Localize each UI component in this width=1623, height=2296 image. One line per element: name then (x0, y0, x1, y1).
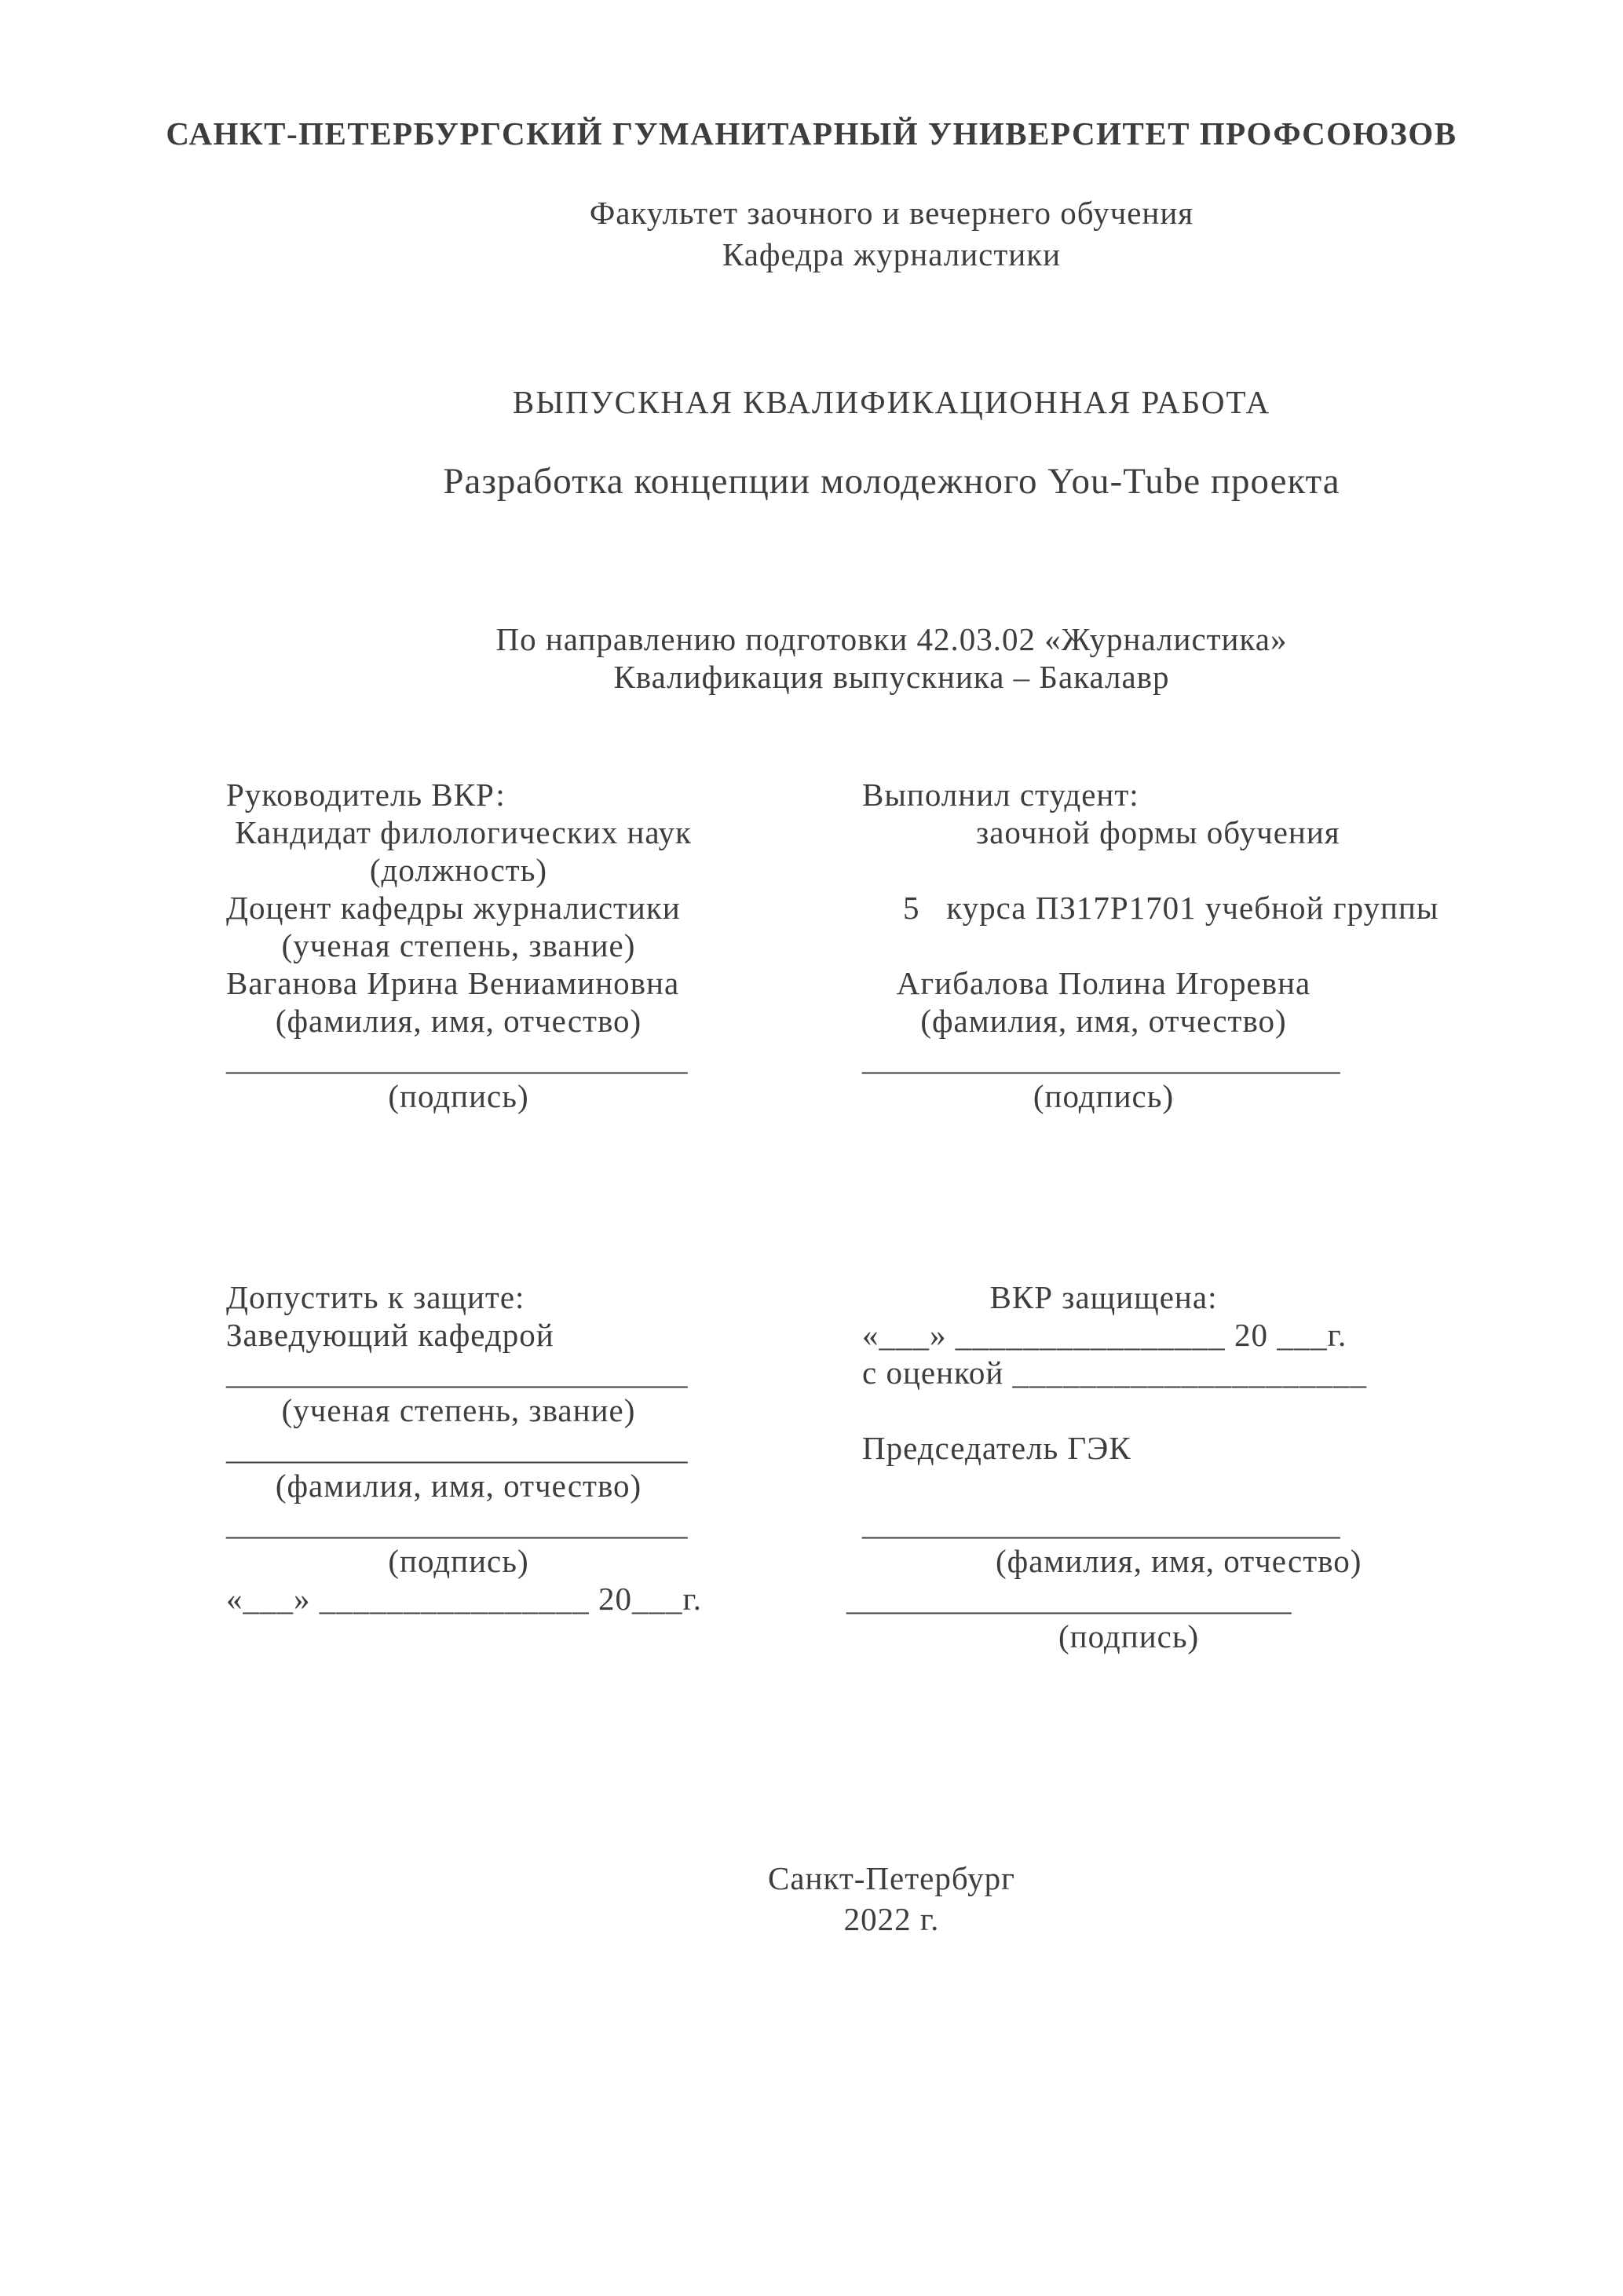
work-topic: Разработка концепции молодежного You-Tube проекта (443, 461, 1340, 502)
admission-heading: Допустить к защите: (226, 1279, 525, 1315)
student-name: Агибалова Полина Игоревна (896, 965, 1311, 1001)
defense-name-caption: (фамилия, имя, отчество) (996, 1543, 1362, 1579)
defense-line-1: _____________________________ (862, 1505, 1340, 1541)
student-heading: Выполнил студент: (862, 777, 1139, 813)
admission-head-of-department: Заведующий кафедрой (226, 1317, 554, 1353)
student-signature-caption: (подпись) (1033, 1078, 1175, 1114)
student-column (862, 776, 1439, 1115)
supervisor-name: Ваганова Ирина Вениаминовна (226, 965, 680, 1001)
signatures-block-1 (0, 776, 1623, 1121)
supervisor-position: Доцент кафедры журналистики (226, 890, 681, 926)
student-form: заочной формы обучения (976, 814, 1340, 850)
supervisor-name-caption: (фамилия, имя, отчество) (275, 1003, 642, 1039)
signatures-block-2 (0, 1278, 1623, 1671)
defense-chairman: Председатель ГЭК (862, 1430, 1131, 1466)
supervisor-degree-caption: (должность) (369, 852, 548, 888)
footer-city: Санкт-Петербург (768, 1860, 1015, 1896)
supervisor-degree: Кандидат филологических наук (226, 814, 692, 850)
student-name-caption: (фамилия, имя, отчество) (920, 1003, 1287, 1039)
admission-column (226, 1278, 702, 1618)
admission-degree-caption: (ученая степень, звание) (281, 1392, 636, 1428)
defense-signature-caption: (подпись) (1058, 1618, 1200, 1654)
defense-column (846, 1278, 1368, 1655)
footer-year: 2022 г. (843, 1901, 940, 1937)
university-name: САНКТ-ПЕТЕРБУРГСКИЙ ГУМАНИТАРНЫЙ УНИВЕРСИТЕТ ПРОФСОЮЗОВ (166, 115, 1457, 152)
work-type: ВЫПУСКНАЯ КВАЛИФИКАЦИОННАЯ РАБОТА (512, 384, 1271, 420)
qualification-line: Квалификация выпускника – Бакалавр (613, 659, 1170, 695)
admission-signature-caption: (подпись) (388, 1543, 529, 1579)
admission-date-line: «___» ________________ 20___г. (226, 1581, 702, 1617)
program-line: По направлению подготовки 42.03.02 «Журналистика» (495, 621, 1288, 657)
supervisor-heading: Руководитель ВКР: (226, 777, 506, 813)
supervisor-signature-caption: (подпись) (388, 1078, 529, 1114)
admission-line-2: ____________________________ (226, 1430, 688, 1466)
student-group: 5 курса ПЗ17Р1701 учебной группы (903, 890, 1439, 926)
admission-line-3: ____________________________ (226, 1505, 688, 1541)
faculty-line: Факультет заочного и вечернего обучения (589, 195, 1194, 231)
admission-name-caption: (фамилия, имя, отчество) (275, 1468, 642, 1504)
spacer (862, 927, 1345, 964)
defense-date-line: «___» ________________ 20 ___г. (862, 1317, 1347, 1353)
spacer (862, 851, 1345, 889)
supervisor-position-caption: (ученая степень, звание) (281, 927, 636, 963)
defense-heading: ВКР защищена: (989, 1279, 1218, 1315)
spacer (862, 1391, 1345, 1429)
spacer (862, 1467, 1345, 1504)
student-signature-line: _____________________________ (862, 1040, 1340, 1077)
defense-grade-line: с оценкой _____________________ (862, 1355, 1368, 1391)
admission-line-1: ____________________________ (226, 1355, 688, 1391)
department-line: Кафедра журналистики (722, 236, 1062, 272)
supervisor-signature-line: ____________________________ (226, 1040, 688, 1077)
supervisor-column (226, 776, 691, 1115)
defense-line-2: ___________________________ (846, 1581, 1292, 1617)
